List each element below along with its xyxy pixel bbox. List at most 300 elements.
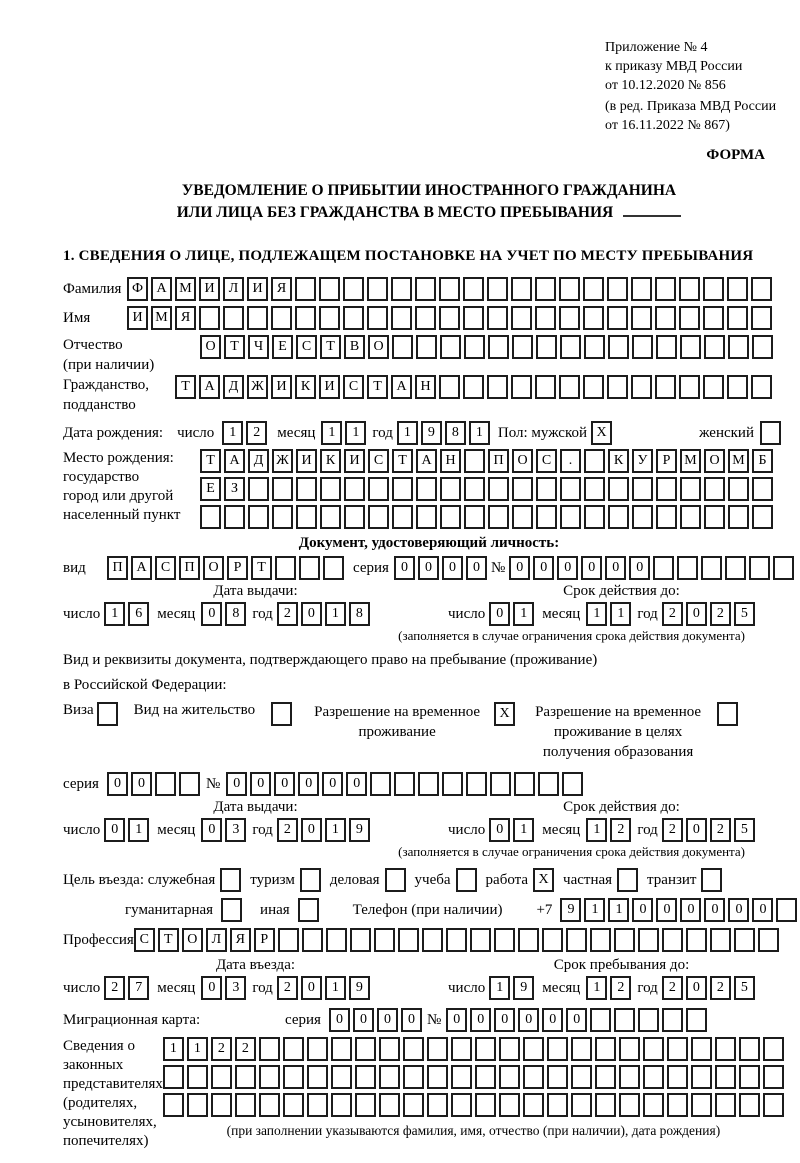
char-cell[interactable]: . (560, 449, 581, 473)
char-cell[interactable] (571, 1093, 592, 1117)
char-cell[interactable] (439, 277, 460, 301)
char-cell[interactable] (367, 277, 388, 301)
char-cell[interactable] (758, 928, 779, 952)
char-cell[interactable] (662, 1008, 683, 1032)
char-cell[interactable] (271, 306, 292, 330)
char-cell[interactable] (307, 1037, 328, 1061)
char-cell[interactable]: 1 (469, 421, 490, 445)
char-cell[interactable]: Л (223, 277, 244, 301)
char-cell[interactable] (542, 928, 563, 952)
char-cell[interactable]: 0 (686, 818, 707, 842)
char-cell[interactable] (331, 1093, 352, 1117)
entry-year-boxes[interactable] (277, 976, 370, 1000)
char-cell[interactable] (211, 1093, 232, 1117)
char-cell[interactable] (751, 375, 772, 399)
char-cell[interactable]: 9 (513, 976, 534, 1000)
char-cell[interactable] (370, 772, 391, 796)
char-cell[interactable] (560, 505, 581, 529)
char-cell[interactable]: К (608, 449, 629, 473)
stay-year-boxes[interactable] (662, 976, 755, 1000)
char-cell[interactable]: 0 (656, 898, 677, 922)
char-cell[interactable] (715, 1065, 736, 1089)
char-cell[interactable] (763, 1037, 784, 1061)
char-cell[interactable]: З (224, 477, 245, 501)
char-cell[interactable] (235, 1093, 256, 1117)
char-cell[interactable]: 0 (704, 898, 725, 922)
permit-issue-day-boxes[interactable] (104, 818, 149, 842)
char-cell[interactable]: 0 (566, 1008, 587, 1032)
char-cell[interactable]: 0 (605, 556, 626, 580)
char-cell[interactable]: 0 (346, 772, 367, 796)
char-cell[interactable]: Т (251, 556, 272, 580)
char-cell[interactable] (512, 505, 533, 529)
char-cell[interactable] (440, 477, 461, 501)
char-cell[interactable] (632, 335, 653, 359)
char-cell[interactable] (463, 306, 484, 330)
char-cell[interactable] (379, 1093, 400, 1117)
char-cell[interactable] (691, 1093, 712, 1117)
char-cell[interactable]: 2 (610, 818, 631, 842)
char-cell[interactable]: А (391, 375, 412, 399)
entry-month-boxes[interactable] (201, 976, 246, 1000)
char-cell[interactable] (728, 477, 749, 501)
char-cell[interactable] (259, 1093, 280, 1117)
char-cell[interactable]: 5 (734, 818, 755, 842)
char-cell[interactable]: 0 (250, 772, 271, 796)
char-cell[interactable] (523, 1093, 544, 1117)
char-cell[interactable]: 0 (752, 898, 773, 922)
char-cell[interactable] (734, 928, 755, 952)
char-cell[interactable]: С (296, 335, 317, 359)
char-cell[interactable] (296, 505, 317, 529)
char-cell[interactable] (440, 335, 461, 359)
char-cell[interactable] (752, 477, 773, 501)
char-cell[interactable] (344, 505, 365, 529)
char-cell[interactable]: В (344, 335, 365, 359)
char-cell[interactable]: О (512, 449, 533, 473)
char-cell[interactable]: М (680, 449, 701, 473)
char-cell[interactable] (403, 1037, 424, 1061)
char-cell[interactable]: 1 (586, 818, 607, 842)
checkbox-visa[interactable] (97, 702, 118, 726)
char-cell[interactable] (415, 277, 436, 301)
char-cell[interactable]: 0 (489, 818, 510, 842)
checkbox-sex-female[interactable] (760, 421, 781, 445)
char-cell[interactable] (187, 1093, 208, 1117)
surname-boxes[interactable] (127, 277, 772, 301)
char-cell[interactable]: 1 (104, 602, 125, 626)
char-cell[interactable] (547, 1093, 568, 1117)
char-cell[interactable]: 0 (298, 772, 319, 796)
char-cell[interactable] (667, 1093, 688, 1117)
checkbox-purpose-other[interactable] (298, 898, 319, 922)
char-cell[interactable]: Р (254, 928, 275, 952)
char-cell[interactable]: 0 (446, 1008, 467, 1032)
char-cell[interactable]: И (127, 306, 148, 330)
char-cell[interactable] (590, 1008, 611, 1032)
char-cell[interactable]: 1 (608, 898, 629, 922)
char-cell[interactable] (752, 505, 773, 529)
char-cell[interactable] (418, 772, 439, 796)
permit-issue-month-boxes[interactable] (201, 818, 246, 842)
char-cell[interactable]: 0 (353, 1008, 374, 1032)
checkbox-purpose-business[interactable] (385, 868, 406, 892)
char-cell[interactable] (488, 335, 509, 359)
char-cell[interactable] (667, 1065, 688, 1089)
char-cell[interactable]: У (632, 449, 653, 473)
char-cell[interactable] (326, 928, 347, 952)
char-cell[interactable] (584, 477, 605, 501)
char-cell[interactable] (751, 277, 772, 301)
stay-day-boxes[interactable] (489, 976, 534, 1000)
char-cell[interactable]: Т (175, 375, 196, 399)
checkbox-purpose-private[interactable] (617, 868, 638, 892)
birthplace-row3-boxes[interactable] (200, 505, 773, 529)
doc-valid-month-boxes[interactable] (586, 602, 631, 626)
char-cell[interactable] (451, 1093, 472, 1117)
char-cell[interactable] (763, 1065, 784, 1089)
char-cell[interactable] (368, 477, 389, 501)
char-cell[interactable] (464, 477, 485, 501)
char-cell[interactable]: 1 (222, 421, 243, 445)
char-cell[interactable] (224, 505, 245, 529)
char-cell[interactable] (728, 335, 749, 359)
char-cell[interactable] (187, 1065, 208, 1089)
char-cell[interactable]: 1 (610, 602, 631, 626)
checkbox-purpose-humanitarian[interactable] (221, 898, 242, 922)
char-cell[interactable] (653, 556, 674, 580)
char-cell[interactable] (368, 505, 389, 529)
char-cell[interactable]: 0 (226, 772, 247, 796)
char-cell[interactable] (631, 277, 652, 301)
char-cell[interactable] (394, 772, 415, 796)
char-cell[interactable]: 0 (301, 602, 322, 626)
char-cell[interactable]: Т (224, 335, 245, 359)
char-cell[interactable] (703, 306, 724, 330)
char-cell[interactable] (566, 928, 587, 952)
char-cell[interactable]: 3 (225, 818, 246, 842)
char-cell[interactable]: А (416, 449, 437, 473)
char-cell[interactable] (725, 556, 746, 580)
char-cell[interactable]: 9 (560, 898, 581, 922)
char-cell[interactable]: 1 (513, 818, 534, 842)
char-cell[interactable] (559, 277, 580, 301)
char-cell[interactable] (595, 1037, 616, 1061)
char-cell[interactable]: 1 (345, 421, 366, 445)
char-cell[interactable]: 2 (246, 421, 267, 445)
char-cell[interactable] (223, 306, 244, 330)
char-cell[interactable] (728, 505, 749, 529)
char-cell[interactable] (163, 1093, 184, 1117)
char-cell[interactable]: С (155, 556, 176, 580)
char-cell[interactable]: Д (248, 449, 269, 473)
char-cell[interactable] (272, 505, 293, 529)
char-cell[interactable] (739, 1093, 760, 1117)
char-cell[interactable]: 1 (325, 602, 346, 626)
char-cell[interactable] (247, 306, 268, 330)
char-cell[interactable]: 2 (662, 976, 683, 1000)
char-cell[interactable]: Т (158, 928, 179, 952)
doc-kind-boxes[interactable] (107, 556, 344, 580)
char-cell[interactable]: С (368, 449, 389, 473)
char-cell[interactable]: К (320, 449, 341, 473)
char-cell[interactable] (331, 1065, 352, 1089)
char-cell[interactable]: 0 (301, 976, 322, 1000)
char-cell[interactable] (749, 556, 770, 580)
char-cell[interactable] (283, 1093, 304, 1117)
char-cell[interactable] (259, 1065, 280, 1089)
char-cell[interactable] (560, 477, 581, 501)
char-cell[interactable] (464, 505, 485, 529)
char-cell[interactable]: 0 (632, 898, 653, 922)
char-cell[interactable]: 0 (728, 898, 749, 922)
char-cell[interactable] (379, 1065, 400, 1089)
char-cell[interactable] (595, 1065, 616, 1089)
char-cell[interactable] (715, 1037, 736, 1061)
char-cell[interactable]: 1 (325, 818, 346, 842)
doc-number-boxes[interactable] (509, 556, 794, 580)
char-cell[interactable] (355, 1037, 376, 1061)
representatives-row2-boxes[interactable] (163, 1065, 784, 1089)
char-cell[interactable]: О (200, 335, 221, 359)
char-cell[interactable] (643, 1037, 664, 1061)
char-cell[interactable] (470, 928, 491, 952)
char-cell[interactable] (662, 928, 683, 952)
char-cell[interactable]: 1 (325, 976, 346, 1000)
char-cell[interactable] (451, 1065, 472, 1089)
char-cell[interactable] (536, 477, 557, 501)
char-cell[interactable]: 5 (734, 976, 755, 1000)
char-cell[interactable]: И (344, 449, 365, 473)
char-cell[interactable] (440, 505, 461, 529)
char-cell[interactable] (427, 1037, 448, 1061)
checkbox-purpose-tourism[interactable] (300, 868, 321, 892)
char-cell[interactable] (619, 1065, 640, 1089)
char-cell[interactable]: 7 (128, 976, 149, 1000)
char-cell[interactable]: М (728, 449, 749, 473)
char-cell[interactable] (514, 772, 535, 796)
char-cell[interactable] (235, 1065, 256, 1089)
char-cell[interactable] (547, 1065, 568, 1089)
char-cell[interactable]: 0 (201, 818, 222, 842)
char-cell[interactable] (299, 556, 320, 580)
char-cell[interactable] (427, 1093, 448, 1117)
char-cell[interactable]: О (704, 449, 725, 473)
checkbox-residence-permit[interactable] (271, 702, 292, 726)
permit-valid-day-boxes[interactable] (489, 818, 534, 842)
char-cell[interactable] (283, 1065, 304, 1089)
char-cell[interactable] (701, 556, 722, 580)
char-cell[interactable] (608, 477, 629, 501)
char-cell[interactable]: 1 (513, 602, 534, 626)
char-cell[interactable]: Ч (248, 335, 269, 359)
char-cell[interactable] (272, 477, 293, 501)
char-cell[interactable] (607, 306, 628, 330)
char-cell[interactable]: Л (206, 928, 227, 952)
birth-year-boxes[interactable] (397, 421, 490, 445)
char-cell[interactable] (583, 306, 604, 330)
char-cell[interactable]: Р (656, 449, 677, 473)
permit-number-boxes[interactable] (226, 772, 583, 796)
stay-month-boxes[interactable] (586, 976, 631, 1000)
permit-valid-month-boxes[interactable] (586, 818, 631, 842)
char-cell[interactable]: О (182, 928, 203, 952)
char-cell[interactable] (464, 335, 485, 359)
char-cell[interactable] (631, 306, 652, 330)
char-cell[interactable] (499, 1037, 520, 1061)
char-cell[interactable] (512, 477, 533, 501)
char-cell[interactable]: А (224, 449, 245, 473)
char-cell[interactable] (319, 277, 340, 301)
char-cell[interactable] (559, 306, 580, 330)
char-cell[interactable]: И (247, 277, 268, 301)
char-cell[interactable] (275, 556, 296, 580)
char-cell[interactable] (490, 772, 511, 796)
char-cell[interactable] (343, 277, 364, 301)
char-cell[interactable] (427, 1065, 448, 1089)
char-cell[interactable] (278, 928, 299, 952)
char-cell[interactable] (488, 477, 509, 501)
char-cell[interactable] (319, 306, 340, 330)
doc-valid-day-boxes[interactable] (489, 602, 534, 626)
char-cell[interactable] (703, 375, 724, 399)
char-cell[interactable]: Ф (127, 277, 148, 301)
char-cell[interactable]: 1 (586, 602, 607, 626)
char-cell[interactable] (619, 1093, 640, 1117)
char-cell[interactable] (211, 1065, 232, 1089)
citizenship-boxes[interactable] (175, 375, 772, 399)
char-cell[interactable] (608, 335, 629, 359)
char-cell[interactable] (727, 375, 748, 399)
char-cell[interactable]: 2 (710, 818, 731, 842)
char-cell[interactable]: 0 (509, 556, 530, 580)
char-cell[interactable] (488, 505, 509, 529)
char-cell[interactable] (367, 306, 388, 330)
char-cell[interactable] (518, 928, 539, 952)
char-cell[interactable] (715, 1093, 736, 1117)
char-cell[interactable] (560, 335, 581, 359)
char-cell[interactable]: Е (200, 477, 221, 501)
char-cell[interactable]: 8 (225, 602, 246, 626)
char-cell[interactable]: И (199, 277, 220, 301)
char-cell[interactable] (355, 1093, 376, 1117)
char-cell[interactable]: 2 (710, 976, 731, 1000)
char-cell[interactable] (704, 505, 725, 529)
phone-boxes[interactable] (560, 898, 797, 922)
char-cell[interactable]: 0 (442, 556, 463, 580)
char-cell[interactable]: Р (227, 556, 248, 580)
char-cell[interactable] (655, 375, 676, 399)
char-cell[interactable] (619, 1037, 640, 1061)
char-cell[interactable] (179, 772, 200, 796)
char-cell[interactable] (595, 1093, 616, 1117)
char-cell[interactable] (710, 928, 731, 952)
char-cell[interactable] (392, 335, 413, 359)
char-cell[interactable] (248, 477, 269, 501)
char-cell[interactable] (163, 1065, 184, 1089)
char-cell[interactable]: 9 (421, 421, 442, 445)
char-cell[interactable] (391, 306, 412, 330)
char-cell[interactable]: 2 (104, 976, 125, 1000)
char-cell[interactable]: 9 (349, 976, 370, 1000)
char-cell[interactable] (632, 477, 653, 501)
char-cell[interactable] (200, 505, 221, 529)
representatives-row3-boxes[interactable] (163, 1093, 784, 1117)
char-cell[interactable] (487, 375, 508, 399)
char-cell[interactable]: Т (200, 449, 221, 473)
char-cell[interactable]: 0 (489, 602, 510, 626)
char-cell[interactable]: 0 (494, 1008, 515, 1032)
char-cell[interactable] (656, 335, 677, 359)
char-cell[interactable] (679, 277, 700, 301)
char-cell[interactable]: 0 (470, 1008, 491, 1032)
char-cell[interactable] (704, 335, 725, 359)
char-cell[interactable]: 1 (163, 1037, 184, 1061)
char-cell[interactable] (677, 556, 698, 580)
checkbox-purpose-work[interactable]: X (533, 868, 554, 892)
char-cell[interactable]: А (131, 556, 152, 580)
char-cell[interactable] (559, 375, 580, 399)
char-cell[interactable]: Ж (272, 449, 293, 473)
char-cell[interactable]: М (151, 306, 172, 330)
char-cell[interactable]: Б (752, 449, 773, 473)
char-cell[interactable] (562, 772, 583, 796)
checkbox-purpose-study[interactable] (456, 868, 477, 892)
char-cell[interactable]: 8 (349, 602, 370, 626)
doc-issue-day-boxes[interactable] (104, 602, 149, 626)
char-cell[interactable]: 0 (581, 556, 602, 580)
char-cell[interactable] (590, 928, 611, 952)
char-cell[interactable] (511, 277, 532, 301)
char-cell[interactable]: 2 (710, 602, 731, 626)
char-cell[interactable]: 0 (201, 602, 222, 626)
checkbox-temp-residence[interactable]: X (494, 702, 515, 726)
char-cell[interactable]: 0 (104, 818, 125, 842)
birthplace-row2-boxes[interactable] (200, 477, 773, 501)
entry-day-boxes[interactable] (104, 976, 149, 1000)
char-cell[interactable] (776, 898, 797, 922)
char-cell[interactable]: 1 (489, 976, 510, 1000)
char-cell[interactable]: 2 (662, 818, 683, 842)
char-cell[interactable] (475, 1093, 496, 1117)
char-cell[interactable]: Я (271, 277, 292, 301)
char-cell[interactable] (463, 277, 484, 301)
char-cell[interactable] (355, 1065, 376, 1089)
char-cell[interactable]: Я (175, 306, 196, 330)
profession-boxes[interactable] (134, 928, 779, 952)
char-cell[interactable] (155, 772, 176, 796)
char-cell[interactable]: С (134, 928, 155, 952)
doc-issue-month-boxes[interactable] (201, 602, 246, 626)
char-cell[interactable] (547, 1037, 568, 1061)
char-cell[interactable]: 1 (187, 1037, 208, 1061)
char-cell[interactable]: 0 (542, 1008, 563, 1032)
char-cell[interactable] (638, 928, 659, 952)
char-cell[interactable] (296, 477, 317, 501)
char-cell[interactable] (487, 277, 508, 301)
given-name-boxes[interactable] (127, 306, 772, 330)
char-cell[interactable] (295, 277, 316, 301)
char-cell[interactable]: С (343, 375, 364, 399)
char-cell[interactable] (727, 306, 748, 330)
char-cell[interactable]: С (536, 449, 557, 473)
char-cell[interactable] (535, 375, 556, 399)
checkbox-sex-male[interactable]: X (591, 421, 612, 445)
char-cell[interactable]: 0 (377, 1008, 398, 1032)
char-cell[interactable] (538, 772, 559, 796)
char-cell[interactable] (499, 1065, 520, 1089)
char-cell[interactable] (199, 306, 220, 330)
